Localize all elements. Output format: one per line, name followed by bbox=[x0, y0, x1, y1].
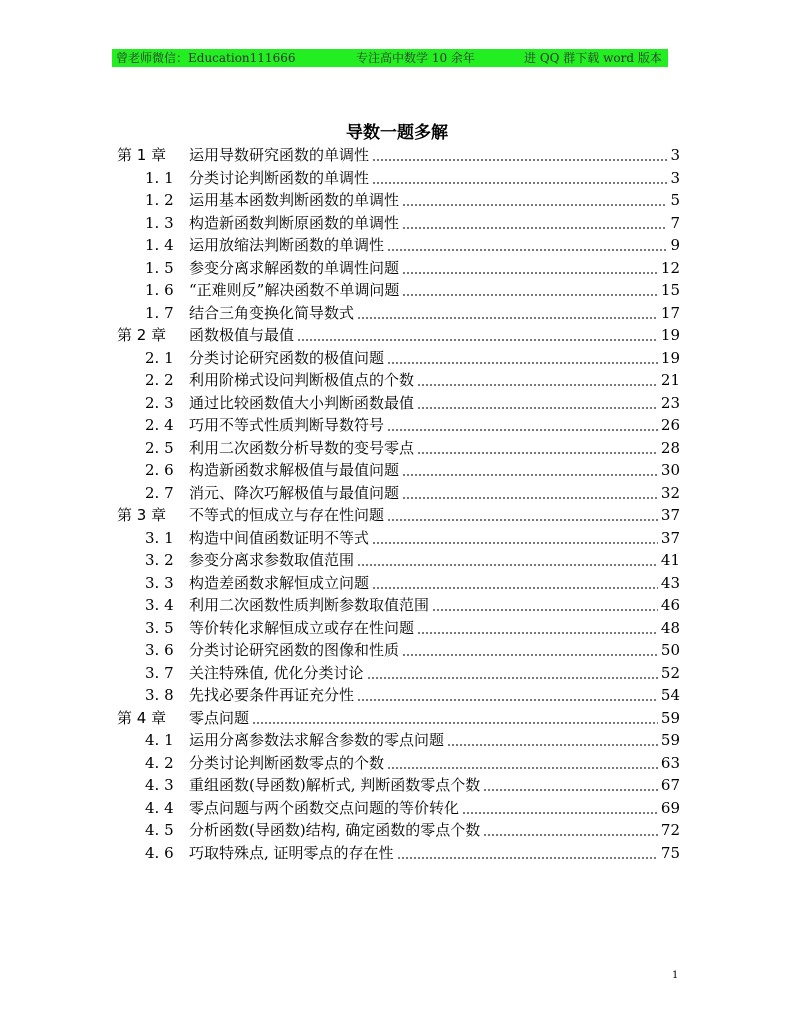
page-number: 1 bbox=[672, 970, 679, 981]
toc-section-row[interactable] bbox=[0, 212, 794, 234]
toc-section-row[interactable] bbox=[0, 684, 794, 706]
toc-entry-number: 4. 1 bbox=[145, 731, 174, 749]
toc-section-row[interactable] bbox=[0, 302, 794, 324]
toc-entry-title: 运用基本函数判断函数的单调性 bbox=[189, 191, 400, 209]
toc-entry-page: 17 bbox=[660, 303, 680, 322]
toc-entry-number: 2. 2 bbox=[145, 371, 174, 389]
toc-entry-number: 1. 6 bbox=[145, 281, 174, 299]
toc-entry-title: 构造中间值函数证明不等式 bbox=[189, 528, 370, 547]
banner-qq: 进 QQ 群下载 word 版本 bbox=[524, 51, 662, 65]
toc-entry-page: 75 bbox=[660, 843, 680, 862]
toc-entry-number: 4. 4 bbox=[145, 798, 174, 817]
toc-entry-page: 3 bbox=[670, 146, 680, 164]
toc-entry-number: 1. 3 bbox=[145, 213, 174, 232]
toc-section-row[interactable] bbox=[0, 639, 794, 661]
toc-entry-page: 59 bbox=[660, 708, 680, 727]
toc-entry-title: 分析函数(导函数)结构, 确定函数的零点个数 bbox=[189, 821, 481, 839]
toc-section-row[interactable] bbox=[0, 617, 794, 639]
toc-section-row[interactable] bbox=[0, 572, 794, 594]
toc-entry-page: 19 bbox=[660, 326, 680, 344]
toc-entry-page: 59 bbox=[660, 731, 680, 749]
toc-entry-page: 19 bbox=[660, 348, 680, 367]
toc-entry-page: 54 bbox=[660, 686, 680, 704]
toc-entry-title: 重组函数(导函数)解析式, 判断函数零点个数 bbox=[189, 776, 481, 794]
toc-section-row[interactable] bbox=[0, 392, 794, 414]
toc-leader-dots bbox=[402, 654, 658, 656]
toc-entry-page: 69 bbox=[660, 798, 680, 817]
toc-chapter-row[interactable] bbox=[0, 504, 794, 526]
toc-leader-dots bbox=[402, 294, 658, 296]
toc-leader-dots bbox=[417, 452, 658, 454]
toc-entry-number: 3. 8 bbox=[145, 686, 174, 704]
toc-entry-page: 46 bbox=[660, 596, 680, 614]
toc-entry-page: 37 bbox=[660, 528, 680, 547]
toc-entry-page: 41 bbox=[660, 551, 680, 569]
toc-leader-dots bbox=[432, 609, 658, 611]
toc-leader-dots bbox=[402, 227, 667, 229]
toc-leader-dots bbox=[387, 429, 658, 431]
toc-entry-title: 运用导数研究函数的单调性 bbox=[189, 146, 370, 164]
toc-entry-page: 21 bbox=[660, 371, 680, 389]
toc-leader-dots bbox=[252, 722, 658, 724]
toc-section-row[interactable] bbox=[0, 594, 794, 616]
toc-entry-number: 2. 5 bbox=[145, 438, 174, 457]
toc-entry-number: 4. 3 bbox=[145, 776, 174, 794]
toc-leader-dots bbox=[483, 789, 658, 791]
toc-chapter-row[interactable] bbox=[0, 324, 794, 346]
toc-entry-number: 2. 7 bbox=[145, 483, 174, 502]
toc-leader-dots bbox=[357, 317, 658, 319]
toc-entry-title: 运用分离参数法求解含参数的零点问题 bbox=[189, 731, 445, 749]
toc-leader-dots bbox=[372, 542, 658, 544]
toc-section-row[interactable] bbox=[0, 527, 794, 549]
toc-entry-page: 32 bbox=[660, 483, 680, 502]
toc-entry-title: 零点问题与两个函数交点问题的等价转化 bbox=[189, 798, 460, 817]
toc-entry-number: 2. 3 bbox=[145, 393, 174, 412]
document-title: 导数一题多解 bbox=[346, 123, 448, 143]
toc-entry-number: 1. 2 bbox=[145, 191, 174, 209]
toc-entry-page: 50 bbox=[660, 641, 680, 659]
toc-section-row[interactable] bbox=[0, 549, 794, 571]
toc-section-row[interactable] bbox=[0, 797, 794, 819]
toc-leader-dots bbox=[462, 812, 658, 814]
toc-entry-title: 巧用不等式性质判断导数符号 bbox=[189, 416, 385, 434]
toc-section-row[interactable] bbox=[0, 459, 794, 481]
toc-entry-page: 63 bbox=[660, 753, 680, 772]
toc-entry-page: 26 bbox=[660, 416, 680, 434]
toc-entry-title: 利用二次函数分析导数的变号零点 bbox=[189, 438, 415, 457]
toc-entry-page: 67 bbox=[660, 776, 680, 794]
toc-entry-number: 1. 4 bbox=[145, 236, 174, 254]
toc-entry-number: 第 3 章 bbox=[117, 506, 167, 524]
toc-entry-page: 5 bbox=[670, 191, 680, 209]
toc-section-row[interactable] bbox=[0, 369, 794, 391]
toc-entry-number: 1. 5 bbox=[145, 258, 174, 277]
toc-entry-page: 37 bbox=[660, 506, 680, 524]
toc-entry-title: 运用放缩法判断函数的单调性 bbox=[189, 236, 385, 254]
toc-entry-title: 分类讨论研究函数的图像和性质 bbox=[189, 641, 400, 659]
toc-entry-number: 4. 5 bbox=[145, 821, 174, 839]
toc-section-row[interactable] bbox=[0, 774, 794, 796]
toc-entry-title: 构造新函数求解极值与最值问题 bbox=[189, 461, 400, 479]
toc-leader-dots bbox=[402, 204, 667, 206]
toc-entry-number: 2. 6 bbox=[145, 461, 174, 479]
toc-entry-page: 15 bbox=[660, 281, 680, 299]
toc-entry-title: 构造差函数求解恒成立问题 bbox=[189, 573, 370, 592]
toc-chapter-row[interactable] bbox=[0, 707, 794, 729]
toc-section-row[interactable] bbox=[0, 189, 794, 211]
header-banner bbox=[112, 49, 668, 67]
toc-leader-dots bbox=[357, 699, 658, 701]
toc-entry-title: 分类讨论判断函数的单调性 bbox=[189, 168, 370, 187]
toc-leader-dots bbox=[357, 564, 658, 566]
toc-entry-title: 巧取特殊点, 证明零点的存在性 bbox=[189, 843, 394, 862]
toc-leader-dots bbox=[367, 677, 658, 679]
toc-section-row[interactable] bbox=[0, 414, 794, 436]
toc-entry-title: 分类讨论判断函数零点的个数 bbox=[189, 753, 385, 772]
toc-entry-title: 参变分离求参数取值范围 bbox=[189, 551, 355, 569]
toc-section-row[interactable] bbox=[0, 729, 794, 751]
toc-leader-dots bbox=[297, 339, 658, 341]
toc-entry-title: 消元、降次巧解极值与最值问题 bbox=[189, 483, 400, 502]
toc-entry-number: 3. 4 bbox=[145, 596, 174, 614]
toc-entry-number: 1. 1 bbox=[145, 168, 174, 187]
toc-section-row[interactable] bbox=[0, 234, 794, 256]
toc-leader-dots bbox=[417, 632, 658, 634]
toc-section-row[interactable] bbox=[0, 167, 794, 189]
toc-entry-title: “正难则反”解决函数不单调问题 bbox=[189, 281, 400, 299]
toc-entry-page: 12 bbox=[660, 258, 680, 277]
toc-leader-dots bbox=[417, 407, 658, 409]
toc-entry-page: 30 bbox=[660, 461, 680, 479]
toc-entry-page: 72 bbox=[660, 821, 680, 839]
toc-entry-page: 3 bbox=[670, 168, 680, 187]
toc-entry-page: 23 bbox=[660, 393, 680, 412]
toc-leader-dots bbox=[387, 519, 658, 521]
toc-entry-title: 利用二次函数性质判断参数取值范围 bbox=[189, 596, 430, 614]
toc-section-row[interactable] bbox=[0, 257, 794, 279]
toc-entry-page: 43 bbox=[660, 573, 680, 592]
toc-entry-title: 等价转化求解恒成立或存在性问题 bbox=[189, 618, 415, 637]
toc-section-row[interactable] bbox=[0, 437, 794, 459]
toc-entry-title: 利用阶梯式设问判断极值点的个数 bbox=[189, 371, 415, 389]
toc-entry-number: 3. 6 bbox=[145, 641, 174, 659]
toc-leader-dots bbox=[483, 834, 658, 836]
toc-chapter-row[interactable] bbox=[0, 144, 794, 166]
toc-entry-number: 1. 7 bbox=[145, 303, 174, 322]
toc-entry-title: 构造新函数判断原函数的单调性 bbox=[189, 213, 400, 232]
toc-entry-title: 结合三角变换化简导数式 bbox=[189, 303, 355, 322]
toc-entry-number: 4. 6 bbox=[145, 843, 174, 862]
toc-entry-page: 52 bbox=[660, 663, 680, 682]
toc-entry-page: 28 bbox=[660, 438, 680, 457]
toc-leader-dots bbox=[387, 767, 658, 769]
toc-leader-dots bbox=[372, 587, 658, 589]
toc-entry-number: 第 2 章 bbox=[117, 326, 167, 344]
toc-entry-title: 零点问题 bbox=[189, 708, 250, 727]
toc-entry-number: 3. 3 bbox=[145, 573, 174, 592]
toc-entry-number: 2. 1 bbox=[145, 348, 174, 367]
toc-entry-number: 3. 7 bbox=[145, 663, 174, 682]
toc-section-row[interactable] bbox=[0, 662, 794, 684]
toc-leader-dots bbox=[387, 362, 658, 364]
toc-entry-page: 9 bbox=[670, 236, 680, 254]
toc-entry-number: 3. 2 bbox=[145, 551, 174, 569]
toc-entry-title: 函数极值与最值 bbox=[189, 326, 295, 344]
toc-entry-title: 分类讨论研究函数的极值问题 bbox=[189, 348, 385, 367]
toc-entry-page: 48 bbox=[660, 618, 680, 637]
toc-entry-number: 3. 5 bbox=[145, 618, 174, 637]
toc-entry-number: 第 1 章 bbox=[117, 146, 167, 164]
toc-entry-number: 4. 2 bbox=[145, 753, 174, 772]
toc-entry-title: 不等式的恒成立与存在性问题 bbox=[189, 506, 385, 524]
banner-wechat: 曾老师微信：Education111666 bbox=[116, 51, 296, 65]
toc-section-row[interactable] bbox=[0, 842, 794, 864]
toc-leader-dots bbox=[397, 857, 658, 859]
toc-entry-page: 7 bbox=[670, 213, 680, 232]
toc-section-row[interactable] bbox=[0, 279, 794, 301]
toc-leader-dots bbox=[402, 272, 658, 274]
banner-focus: 专注高中数学 10 余年 bbox=[356, 51, 475, 65]
toc-section-row[interactable] bbox=[0, 819, 794, 841]
toc-leader-dots bbox=[402, 497, 658, 499]
toc-section-row[interactable] bbox=[0, 482, 794, 504]
toc-entry-number: 3. 1 bbox=[145, 528, 174, 547]
toc-entry-number: 2. 4 bbox=[145, 416, 174, 434]
toc-leader-dots bbox=[447, 744, 658, 746]
toc-entry-title: 通过比较函数值大小判断函数最值 bbox=[189, 393, 415, 412]
toc-section-row[interactable] bbox=[0, 347, 794, 369]
toc-entry-title: 参变分离求解函数的单调性问题 bbox=[189, 258, 400, 277]
toc-leader-dots bbox=[372, 182, 667, 184]
toc-leader-dots bbox=[402, 474, 658, 476]
toc-leader-dots bbox=[372, 159, 667, 161]
toc-entry-title: 先找必要条件再证充分性 bbox=[189, 686, 355, 704]
toc-entry-number: 第 4 章 bbox=[117, 708, 167, 727]
toc-leader-dots bbox=[387, 249, 667, 251]
toc-entry-title: 关注特殊值, 优化分类讨论 bbox=[189, 663, 364, 682]
toc-section-row[interactable] bbox=[0, 752, 794, 774]
toc-leader-dots bbox=[417, 384, 658, 386]
